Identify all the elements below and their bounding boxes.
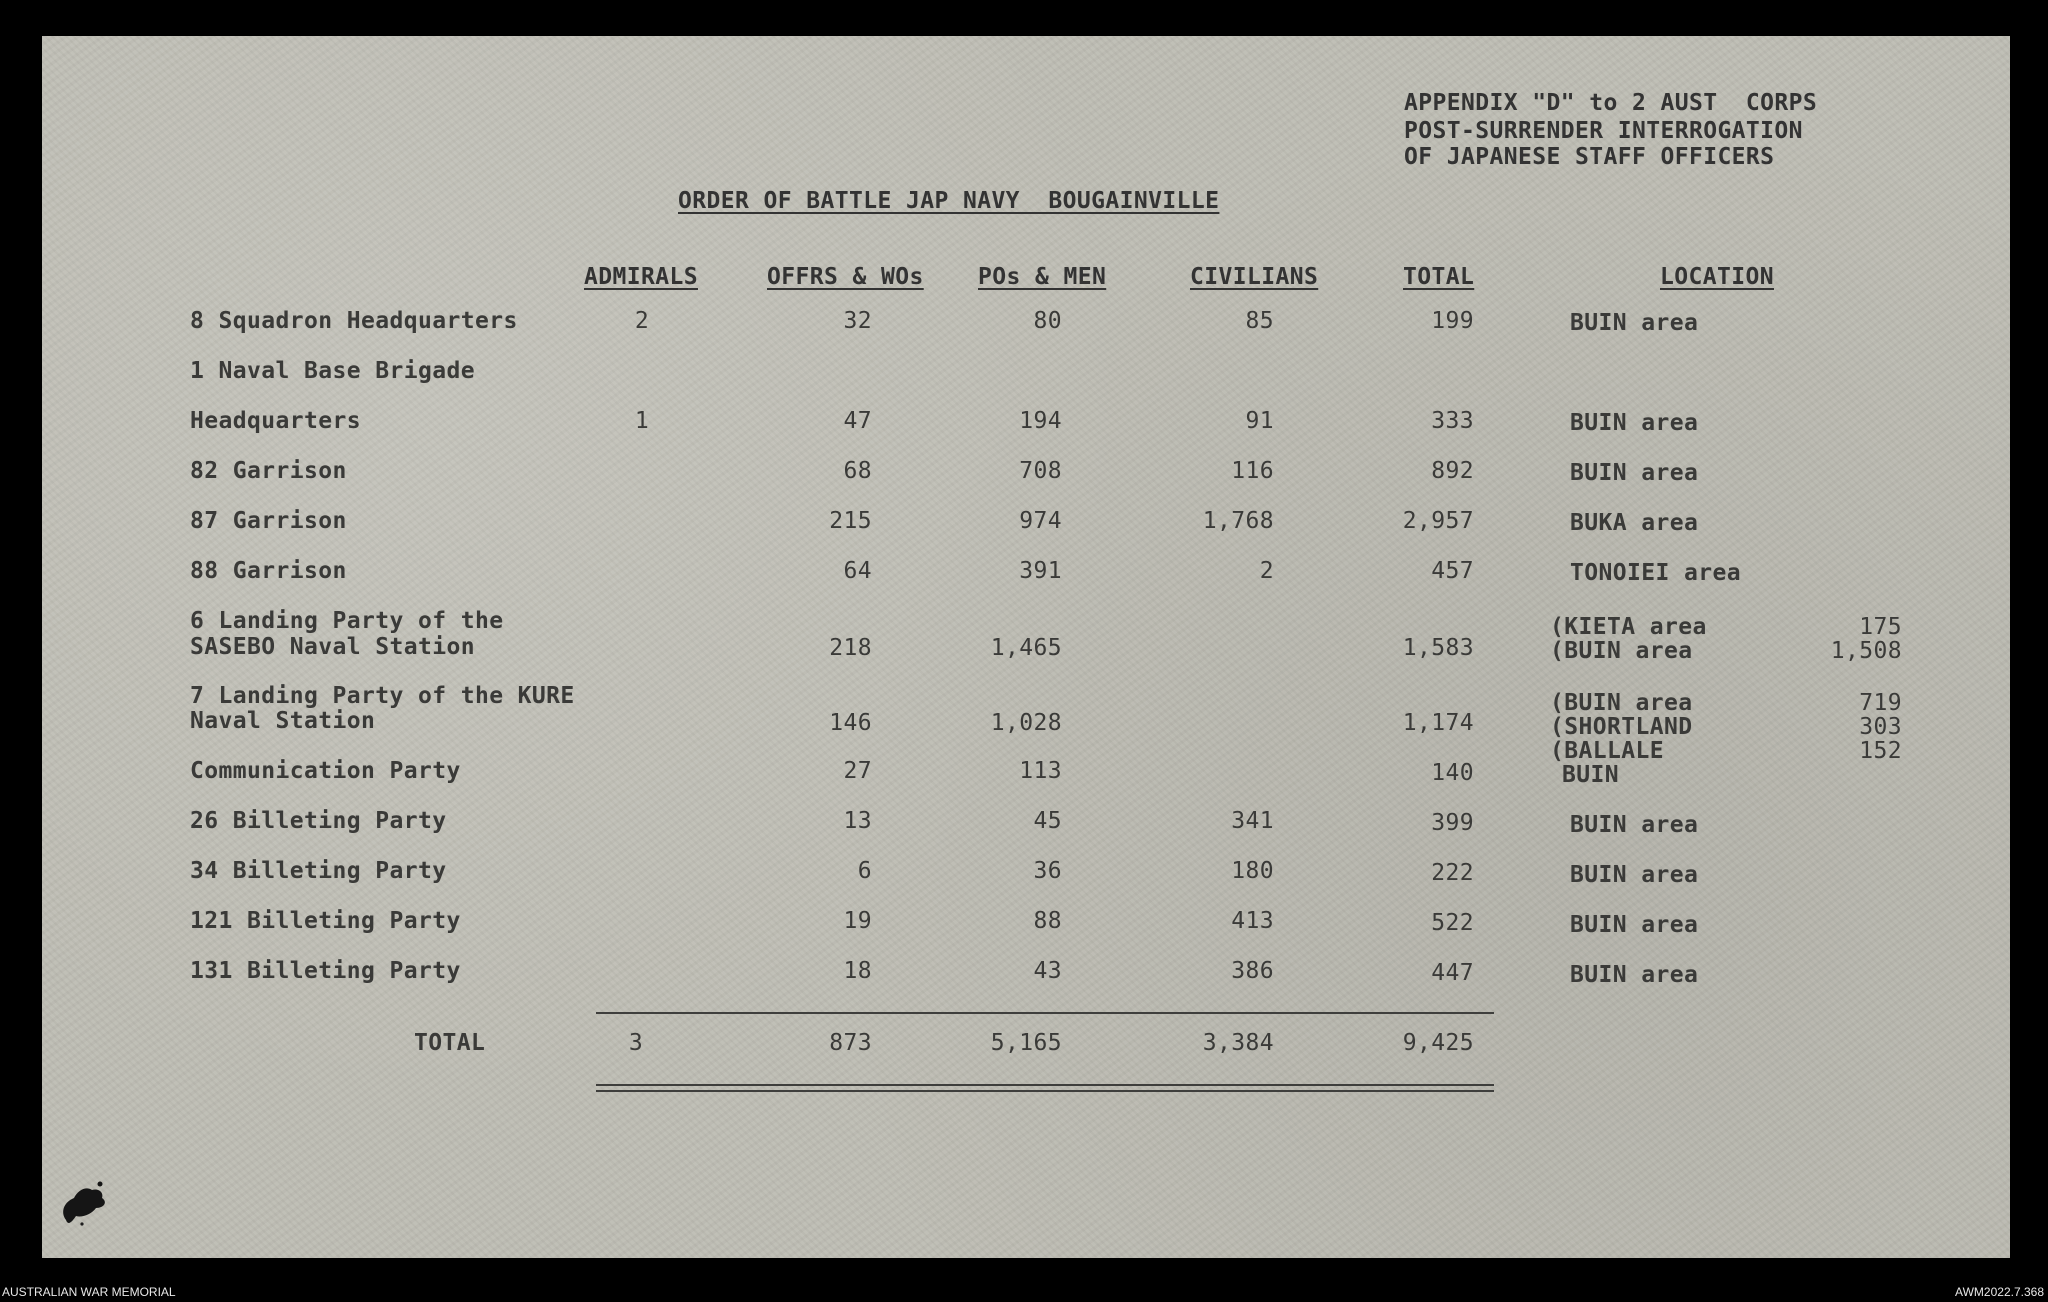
row-location-count: 719 bbox=[1859, 690, 1902, 716]
row-unit-line-2: Naval Station bbox=[190, 708, 376, 734]
row-civilians: 2 bbox=[1259, 558, 1274, 584]
row-pos: 36 bbox=[1033, 858, 1062, 884]
col-header-civilians: CIVILIANS bbox=[1190, 264, 1319, 290]
row-pos: 88 bbox=[1033, 908, 1062, 934]
row-unit: 7 Landing Party of the KURE bbox=[190, 683, 575, 709]
totals-double-rule-bottom bbox=[596, 1090, 1494, 1092]
row-location: BUIN area bbox=[1570, 862, 1699, 888]
row-location: BUIN bbox=[1562, 762, 1619, 788]
row-total: 447 bbox=[1431, 960, 1474, 986]
row-location-count: 152 bbox=[1859, 738, 1902, 764]
row-location: BUIN area bbox=[1570, 310, 1699, 336]
row-unit: 88 Garrison bbox=[190, 558, 347, 584]
row-total: 333 bbox=[1431, 408, 1474, 434]
row-location: BUIN area bbox=[1570, 410, 1699, 436]
appendix-line-1: APPENDIX "D" to 2 AUST CORPS bbox=[1404, 90, 1818, 116]
row-location: (BUIN area bbox=[1550, 638, 1693, 664]
col-header-location: LOCATION bbox=[1660, 264, 1774, 290]
row-total: 457 bbox=[1431, 558, 1474, 584]
col-header-pos: POs & MEN bbox=[978, 264, 1107, 290]
row-offrs: 18 bbox=[843, 958, 872, 984]
row-location-count: 303 bbox=[1859, 714, 1902, 740]
row-civilians: 341 bbox=[1231, 808, 1274, 834]
row-pos: 194 bbox=[1019, 408, 1062, 434]
totals-civilians: 3,384 bbox=[1202, 1030, 1274, 1056]
row-pos: 45 bbox=[1033, 808, 1062, 834]
row-admirals: 1 bbox=[634, 408, 650, 434]
row-location: (BALLALE bbox=[1550, 738, 1664, 764]
totals-label: TOTAL bbox=[414, 1030, 486, 1056]
row-location: BUKA area bbox=[1570, 510, 1699, 536]
col-header-total: TOTAL bbox=[1403, 264, 1475, 290]
row-location: (SHORTLAND bbox=[1550, 714, 1693, 740]
row-pos: 974 bbox=[1019, 508, 1062, 534]
row-offrs: 146 bbox=[829, 710, 872, 736]
row-unit: 26 Billeting Party bbox=[190, 808, 447, 834]
row-location: BUIN area bbox=[1570, 460, 1699, 486]
appendix-line-3: OF JAPANESE STAFF OFFICERS bbox=[1404, 144, 1775, 170]
row-offrs: 47 bbox=[843, 408, 872, 434]
row-civilians: 413 bbox=[1231, 908, 1274, 934]
row-unit: 82 Garrison bbox=[190, 458, 347, 484]
col-header-offrs: OFFRS & WOs bbox=[767, 264, 924, 290]
row-offrs: 13 bbox=[843, 808, 872, 834]
totals-pos: 5,165 bbox=[990, 1030, 1062, 1056]
document-title: ORDER OF BATTLE JAP NAVY BOUGAINVILLE bbox=[678, 188, 1220, 214]
row-pos: 43 bbox=[1033, 958, 1062, 984]
totals-double-rule-top bbox=[596, 1084, 1494, 1086]
row-pos: 113 bbox=[1019, 758, 1062, 784]
row-total: 2,957 bbox=[1402, 508, 1474, 534]
row-civilians: 116 bbox=[1231, 458, 1274, 484]
totals-offrs: 873 bbox=[829, 1030, 872, 1056]
row-total: 892 bbox=[1431, 458, 1474, 484]
row-unit: 34 Billeting Party bbox=[190, 858, 447, 884]
row-total: 1,583 bbox=[1402, 635, 1474, 661]
archive-credit: AUSTRALIAN WAR MEMORIAL bbox=[2, 1285, 176, 1299]
row-total: 399 bbox=[1431, 810, 1474, 836]
row-total: 1,174 bbox=[1402, 710, 1474, 736]
row-unit-line-2: SASEBO Naval Station bbox=[190, 634, 475, 660]
row-total: 140 bbox=[1431, 760, 1474, 786]
row-civilians: 180 bbox=[1231, 858, 1274, 884]
row-unit: 8 Squadron Headquarters bbox=[190, 308, 518, 334]
row-unit: Headquarters bbox=[190, 408, 361, 434]
row-offrs: 215 bbox=[829, 508, 872, 534]
row-location-count: 175 bbox=[1859, 614, 1902, 640]
row-unit: 121 Billeting Party bbox=[190, 908, 461, 934]
document-page bbox=[42, 36, 2010, 1258]
row-offrs: 32 bbox=[843, 308, 872, 334]
row-location-count: 1,508 bbox=[1830, 638, 1902, 664]
row-total: 199 bbox=[1431, 308, 1474, 334]
row-total: 522 bbox=[1431, 910, 1474, 936]
totals-admirals: 3 bbox=[628, 1030, 644, 1056]
row-unit: 87 Garrison bbox=[190, 508, 347, 534]
row-total: 222 bbox=[1431, 860, 1474, 886]
row-pos: 708 bbox=[1019, 458, 1062, 484]
row-unit: 131 Billeting Party bbox=[190, 958, 461, 984]
row-offrs: 27 bbox=[843, 758, 872, 784]
row-unit: 6 Landing Party of the bbox=[190, 608, 504, 634]
row-location: BUIN area bbox=[1570, 912, 1699, 938]
row-offrs: 64 bbox=[843, 558, 872, 584]
row-pos: 80 bbox=[1033, 308, 1062, 334]
row-location: TONOIEI area bbox=[1570, 560, 1741, 586]
row-civilians: 1,768 bbox=[1202, 508, 1274, 534]
row-civilians: 91 bbox=[1245, 408, 1274, 434]
totals-total: 9,425 bbox=[1402, 1030, 1474, 1056]
row-admirals: 2 bbox=[634, 308, 650, 334]
ink-blot-mark bbox=[52, 1172, 122, 1232]
row-pos: 391 bbox=[1019, 558, 1062, 584]
row-offrs: 68 bbox=[843, 458, 872, 484]
row-offrs: 19 bbox=[843, 908, 872, 934]
col-header-admirals: ADMIRALS bbox=[584, 264, 698, 290]
row-civilians: 85 bbox=[1245, 308, 1274, 334]
row-unit: Communication Party bbox=[190, 758, 461, 784]
row-offrs: 218 bbox=[829, 635, 872, 661]
row-location: BUIN area bbox=[1570, 962, 1699, 988]
archive-reference: AWM2022.7.368 bbox=[1955, 1285, 2044, 1299]
row-civilians: 386 bbox=[1231, 958, 1274, 984]
row-pos: 1,465 bbox=[990, 635, 1062, 661]
row-unit: 1 Naval Base Brigade bbox=[190, 358, 475, 384]
row-location: (KIETA area bbox=[1550, 614, 1707, 640]
row-location: BUIN area bbox=[1570, 812, 1699, 838]
row-pos: 1,028 bbox=[990, 710, 1062, 736]
appendix-line-2: POST-SURRENDER INTERROGATION bbox=[1404, 118, 1803, 144]
row-location: (BUIN area bbox=[1550, 690, 1693, 716]
totals-rule bbox=[596, 1012, 1494, 1014]
row-offrs: 6 bbox=[857, 858, 872, 884]
